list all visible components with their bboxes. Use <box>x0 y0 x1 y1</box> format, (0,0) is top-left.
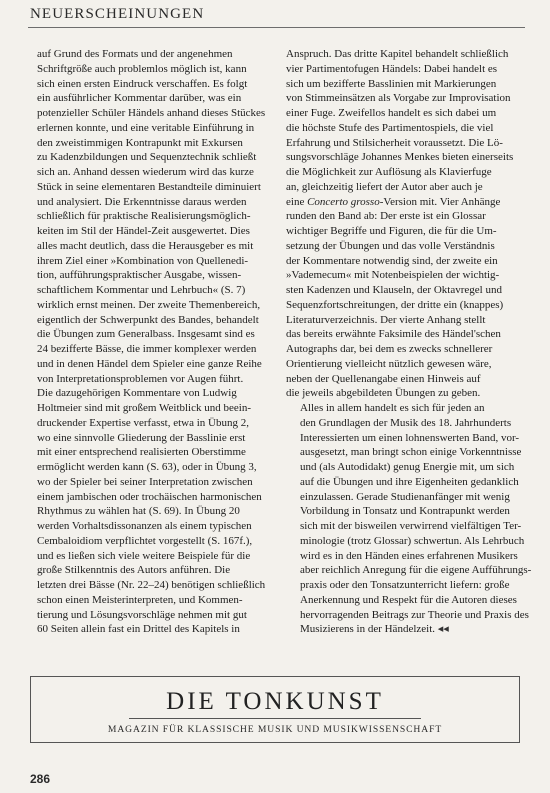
body-line: Interessierten um einen lohnenswerten Band, vor- <box>300 431 520 444</box>
body-line <box>286 195 526 210</box>
body-line: ausgesetzt, man bringt schon einige Vorkenntnisse <box>300 446 522 459</box>
body-line: mit einer entsprechend realisierten Oberstimme <box>37 446 246 459</box>
body-line: sich mit der bisweilen verwirrend vielfältigen Ter- <box>300 520 522 532</box>
body-line: wo eine sinnvolle Gliederung der Basslinie erst <box>37 431 246 444</box>
body-line: setzung der Übungen und das volle Verständnis <box>286 239 495 252</box>
body-line: tion, aufführungspraktischer Ausgabe, wissen- <box>37 269 242 282</box>
section-heading: NEUERSCHEINUNGEN <box>30 6 205 22</box>
body-line: hervorragenden Beitrags zur Theorie und Praxis des <box>300 608 529 621</box>
body-line: 60 Seiten allein fast ein Drittel des Kapitels in <box>37 623 240 636</box>
body-line: praxis oder den Tonsatzunterricht liefern: große <box>300 579 510 591</box>
body-line: und in denen Händel dem Spieler eine ganze Reihe <box>37 357 262 370</box>
body-line: und analysiert. Die Erkenntnisse daraus werden <box>37 195 247 208</box>
body-line: eigentlich der Schwerpunkt des Bandes, behandelt <box>37 313 259 326</box>
body-line: sich um bezifferte Basslinien mit Markierungen <box>286 77 497 90</box>
body-line: Stück in seine elementaren Bestandteile diminuiert <box>37 180 261 193</box>
advertisement-box <box>30 676 520 743</box>
article-column-right <box>286 47 532 637</box>
body-line: von Stimmeinsätzen als Vorgabe zur Improvisation <box>286 92 511 105</box>
body-line: wo der Spieler bei seiner Interpretation zwischen <box>37 475 253 488</box>
body-line: einzulassen. Gerade Studienanfänger mit wenig <box>300 490 510 503</box>
ad-divider <box>129 718 421 719</box>
body-line: »Vademecum« mit Notenbeispielen der wichtig- <box>286 269 500 282</box>
body-text: eine <box>286 195 308 208</box>
body-line: erlernen konnte, und eine veritable Einführung in <box>37 121 255 134</box>
body-line: ihrem Ziel einer »Kombination von Quellenedi- <box>37 254 249 267</box>
body-line <box>286 622 526 637</box>
body-line: wird es in den Händen eines erfahrenen Musikers <box>300 549 518 562</box>
body-line: Rhythmus zu wählen hat (S. 69). In Übung 20 <box>37 505 240 518</box>
body-line: wirklich ernst meinen. Der zweite Themenbereich, <box>37 298 261 311</box>
body-line: Erfahrung und Stilsicherheit voraussetzt. Die Lö- <box>286 136 503 149</box>
body-line: Die dazugehörigen Kommentare von Ludwig <box>37 387 237 400</box>
body-line: und (als Autodidakt) genug Energie mit, um sich <box>300 461 515 473</box>
body-line: Anspruch. Das dritte Kapitel behandelt schließlich <box>286 48 509 60</box>
body-line: Literaturverzeichnis. Der vierte Anhang stellt <box>286 313 486 326</box>
body-line: Orientierung vielleicht nützlich gewesen wäre, <box>286 357 492 370</box>
body-line: sten Kadenzen und Klauseln, der Oktavregel und <box>286 284 502 296</box>
body-line: vier Partimentofugen Händels: Dabei handelt es <box>286 62 498 75</box>
body-line: schließlich für praktische Realisierungsmöglich- <box>37 210 251 223</box>
body-line: Cembaloidiom verpflichtet vorgestellt (S. 167f.), <box>37 534 253 547</box>
body-line: die jeweils abgebildeten Übungen zu geben. <box>286 387 481 400</box>
body-text: Musizierens in der Händelzeit. <box>300 623 436 636</box>
body-line: Anerkennung und Respekt für die Autoren dieses <box>300 593 517 606</box>
body-line: sich einen ersten Eindruck verschaffen. Es folgt <box>37 77 248 90</box>
body-line: tierung und Lösungsvorschläge nehmen mit gut <box>37 608 247 621</box>
body-line: ermöglicht werden kann (S. 63), oder in Übung 3, <box>37 461 257 473</box>
body-line: 24 bezifferte Bässe, die immer komplexer werden <box>37 343 257 355</box>
body-line: druckender Expertise verfasst, etwa in Übung 2, <box>37 416 249 429</box>
body-line: schon einen Meisterinterpreten, und Kommen- <box>37 593 243 606</box>
body-line: von Interpretationsproblemen vor Augen führt. <box>37 372 244 385</box>
body-line: minologie (trotz Glossar) schwertun. Als Lehrbuch <box>300 534 525 547</box>
body-line: und es ließen sich viele weitere Beispiele für die <box>37 549 251 562</box>
body-line: Schriftgröße auch problemlos möglich ist, kann <box>37 62 247 75</box>
body-line: Holtmeier sind mit großem Weitblick und beein- <box>37 402 251 414</box>
article-column-left <box>37 47 277 637</box>
body-line: Alles in allem handelt es sich für jeden an <box>300 402 485 414</box>
body-line: sungsvorschläge Johannes Menkes bieten einerseits <box>286 151 514 164</box>
body-line: Autographs dar, bei dem es zwecks schnellerer <box>286 343 493 355</box>
end-of-article-icon: ◂◂ <box>437 623 449 636</box>
body-line: sich an. Anhand dessen wiederum wird das kurze <box>37 166 254 178</box>
header-rule <box>28 27 525 28</box>
left-paragraph <box>37 47 277 637</box>
body-line: wichtiger Begriffe und Figuren, die für die Um- <box>286 225 497 237</box>
body-line: das bereits erwähnte Faksimile des Händel'schen <box>286 328 501 341</box>
body-line: Vorbildung in Tonsatz und Kontrapunkt werden <box>300 505 510 518</box>
body-line: letzten drei Bässe (Nr. 22–24) benötigen schließlich <box>37 579 266 591</box>
body-line: den Grundlagen der Musik des 18. Jahrhunderts <box>300 416 512 429</box>
body-text: -Version mit. Vier Anhänge <box>379 195 501 208</box>
body-line: auf Grund des Formats und der angenehmen <box>37 48 233 60</box>
body-line: einer Fuge. Zweifellos handelt es sich dabei um <box>286 107 497 119</box>
body-line: runden den Band ab: Der erste ist ein Glossar <box>286 210 486 223</box>
body-line: große Stilkenntnis des Autors anführen. Die <box>37 564 231 577</box>
body-line: Sequenzfortschreitungen, der dritte ein (knappes) <box>286 298 504 311</box>
page-number: 286 <box>30 772 51 786</box>
ad-subtitle: MAGAZIN FÜR KLASSISCHE MUSIK UND MUSIKWISSENSCHAFT <box>107 724 443 735</box>
body-line: die höchste Stufe des Partimentospiels, die viel <box>286 121 494 134</box>
body-line: den zweistimmigen Kontrapunkt mit Exkursen <box>37 136 243 149</box>
right-paragraph-1 <box>286 47 526 401</box>
body-line: alles macht deutlich, dass die Herausgeber es mit <box>37 239 254 252</box>
body-line: einem jambischen oder trochäischen harmonischen <box>37 490 262 503</box>
body-line: potenzieller Schüler Händels anhand dieses Stückes <box>37 107 266 119</box>
body-line: werden Vorhaltsdissonanzen als einem typischen <box>37 520 252 532</box>
body-line: auf die Übungen und ihre Eigenheiten gedanklich <box>300 475 519 488</box>
body-line: aber reichlich Anregung für die eigene Aufführungs- <box>300 564 532 577</box>
body-line: ein ausführlicher Kommentar darüber, was ein <box>37 92 242 105</box>
body-line: neben der Quellenangabe einen Hinweis auf <box>286 372 481 385</box>
body-line: an, gleichzeitig liefert der Autor aber auch je <box>286 180 483 193</box>
work-title-italic: Concerto grosso <box>307 195 380 208</box>
right-paragraph-2 <box>286 401 532 637</box>
body-line: die Möglichkeit zur Auflösung als Klavierfuge <box>286 166 492 178</box>
body-line: die Übungen zum Generalbass. Insgesamt sind es <box>37 328 255 341</box>
body-line: keiten im Stil der Händel-Zeit ausgewertet. Dies <box>37 225 250 237</box>
body-line: der Kommentare notwendig sind, der zweite ein <box>286 254 498 267</box>
body-line: zu Kadenzbildungen und Sequenztechnik schließt <box>37 151 257 164</box>
body-line: schaftlichem Kommentar und Lehrbuch« (S. 7) <box>37 284 246 296</box>
ad-title: DIE TONKUNST <box>166 688 384 715</box>
